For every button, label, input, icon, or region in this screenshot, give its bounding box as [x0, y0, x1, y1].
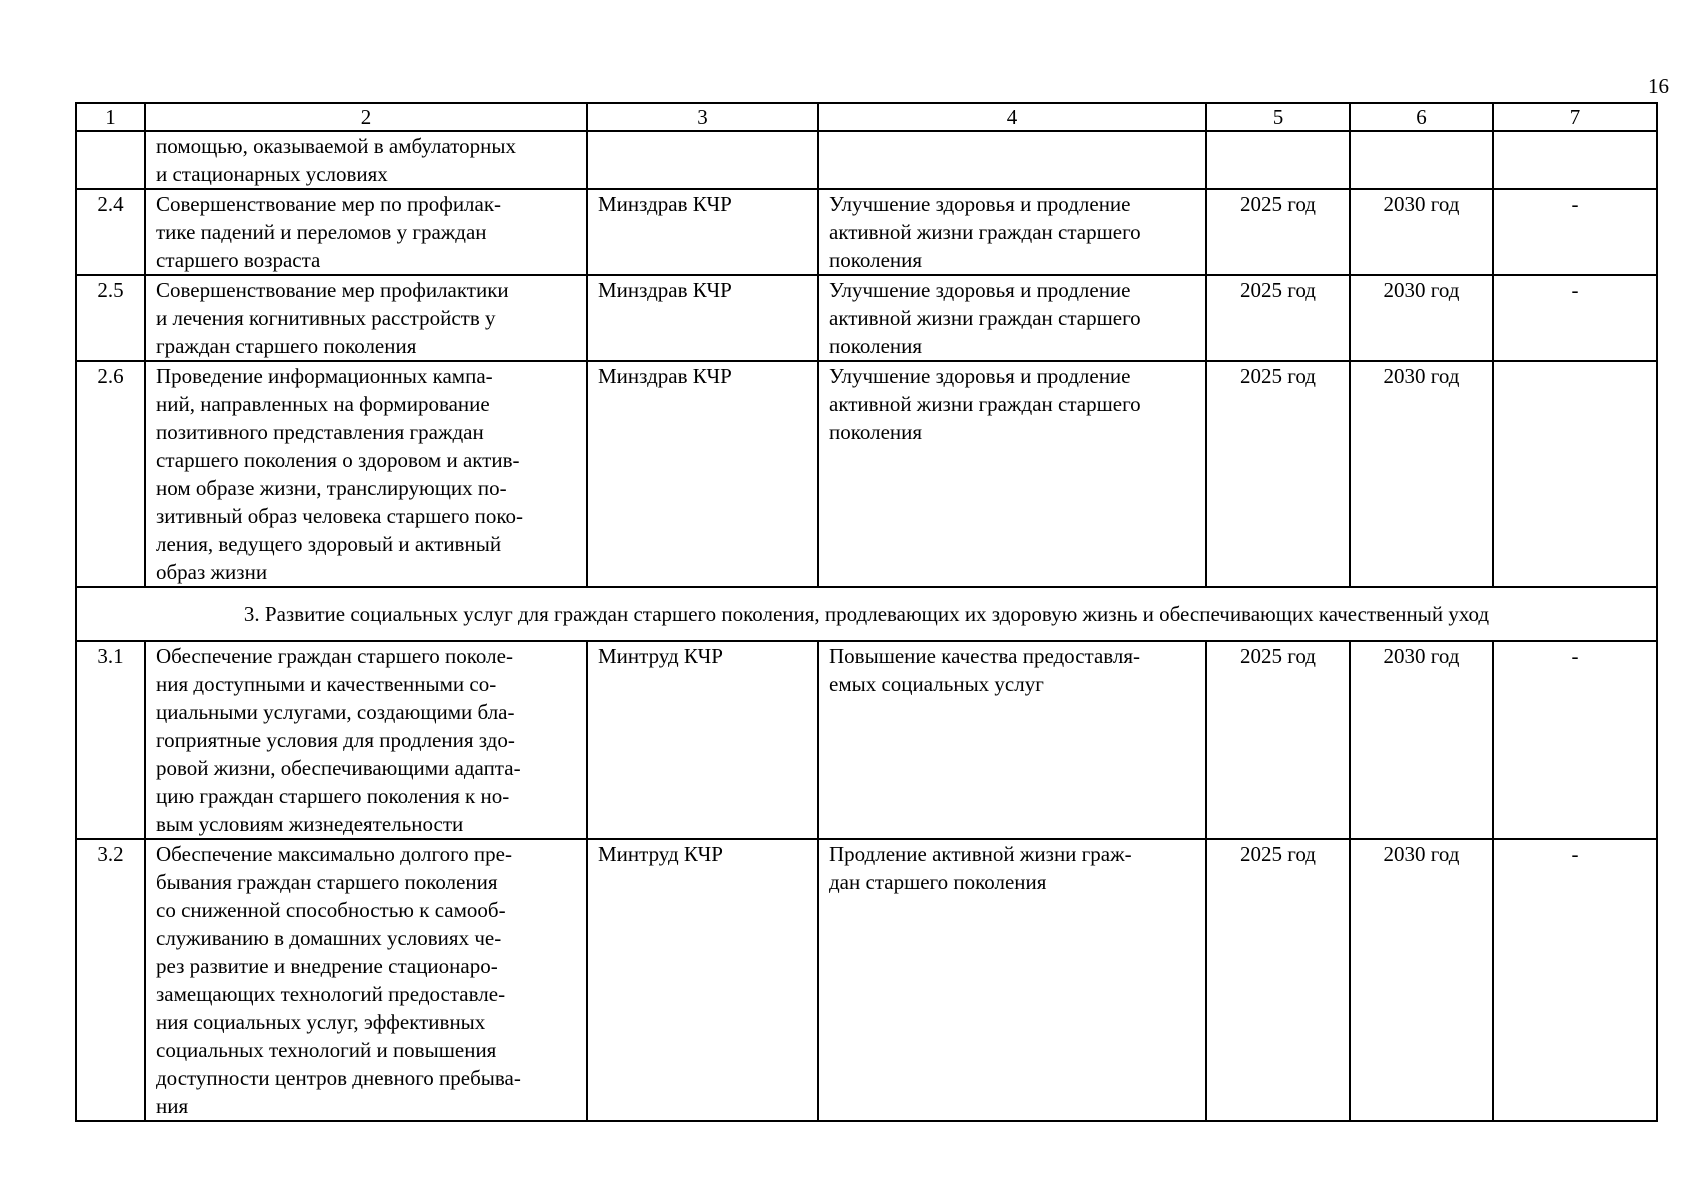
column-number-1: 1	[76, 103, 145, 131]
table-row-2-6	[76, 361, 1657, 587]
result-text: Улучшение здоровья и продление активной жизни граждан старшего поколения	[818, 275, 1206, 361]
column-number-5: 5	[1206, 103, 1350, 131]
executor-text	[587, 131, 818, 189]
note-text	[1493, 131, 1657, 189]
end-year: 2030 год	[1350, 275, 1493, 361]
row-number: 2.5	[76, 275, 145, 361]
row-number: 2.4	[76, 189, 145, 275]
column-number-2: 2	[145, 103, 587, 131]
page-number: 16	[1648, 74, 1669, 98]
note-text: -	[1493, 189, 1657, 275]
section-title: 3. Развитие социальных услуг для граждан старшего поколения, продлевающих их здоровую жизнь и обеспечивающих качественный уход	[76, 587, 1657, 641]
executor-text: Минтруд КЧР	[587, 839, 818, 1121]
measure-text: помощью, оказываемой в амбулаторных и стационарных условиях	[145, 131, 587, 189]
column-number-6: 6	[1350, 103, 1493, 131]
table-row-continuation	[76, 131, 1657, 189]
note-text: -	[1493, 275, 1657, 361]
result-text	[818, 131, 1206, 189]
start-year: 2025 год	[1206, 275, 1350, 361]
measure-text: Совершенствование мер профилактики и лечения когнитивных расстройств у граждан старшего поколения	[145, 275, 587, 361]
table-row-3-1	[76, 641, 1657, 839]
executor-text: Минздрав КЧР	[587, 361, 818, 587]
result-text: Повышение качества предоставля- емых социальных услуг	[818, 641, 1206, 839]
column-number-4: 4	[818, 103, 1206, 131]
executor-text: Минтруд КЧР	[587, 641, 818, 839]
end-year: 2030 год	[1350, 839, 1493, 1121]
start-year: 2025 год	[1206, 189, 1350, 275]
measure-text: Обеспечение максимально долгого пре- бывания граждан старшего поколения со сниженной способностью к самооб- служиванию в домашних условиях че- рез развитие и внедрение стационаро- замещающих технологий предоставле- ния социальных услуг, эффективных социальных технологий и повышения доступности центров дневного пребыва- ния	[145, 839, 587, 1121]
start-year: 2025 год	[1206, 839, 1350, 1121]
measure-text: Обеспечение граждан старшего поколе- ния доступными и качественными со- циальными услугами, создающими бла- гоприятные условия для продления здо- ровой жизни, обеспечивающими адапта- цию граждан старшего поколения к но- вым условиям жизнедеятельности	[145, 641, 587, 839]
end-year: 2030 год	[1350, 641, 1493, 839]
note-text: -	[1493, 839, 1657, 1121]
row-number: 3.1	[76, 641, 145, 839]
action-plan-table	[75, 102, 1658, 1122]
note-text	[1493, 361, 1657, 587]
end-year: 2030 год	[1350, 189, 1493, 275]
measure-text: Проведение информационных кампа- ний, направленных на формирование позитивного представления граждан старшего поколения о здоровом и актив- ном образе жизни, транслирующих по- зитивный образ человека старшего поко- ления, ведущего здоровый и активный образ жизни	[145, 361, 587, 587]
table-row-3-2	[76, 839, 1657, 1121]
result-text: Улучшение здоровья и продление активной жизни граждан старшего поколения	[818, 189, 1206, 275]
column-number-7: 7	[1493, 103, 1657, 131]
row-number: 2.6	[76, 361, 145, 587]
column-number-3: 3	[587, 103, 818, 131]
end-year	[1350, 131, 1493, 189]
executor-text: Минздрав КЧР	[587, 275, 818, 361]
table-row-2-4	[76, 189, 1657, 275]
section-3-row	[76, 587, 1657, 641]
measure-text: Совершенствование мер по профилак- тике падений и переломов у граждан старшего возраста	[145, 189, 587, 275]
result-text: Улучшение здоровья и продление активной жизни граждан старшего поколения	[818, 361, 1206, 587]
table-row-2-5	[76, 275, 1657, 361]
start-year: 2025 год	[1206, 641, 1350, 839]
column-number-row	[76, 103, 1657, 131]
row-number	[76, 131, 145, 189]
start-year: 2025 год	[1206, 361, 1350, 587]
end-year: 2030 год	[1350, 361, 1493, 587]
executor-text: Минздрав КЧР	[587, 189, 818, 275]
result-text: Продление активной жизни граж- дан старшего поколения	[818, 839, 1206, 1121]
start-year	[1206, 131, 1350, 189]
note-text: -	[1493, 641, 1657, 839]
row-number: 3.2	[76, 839, 145, 1121]
